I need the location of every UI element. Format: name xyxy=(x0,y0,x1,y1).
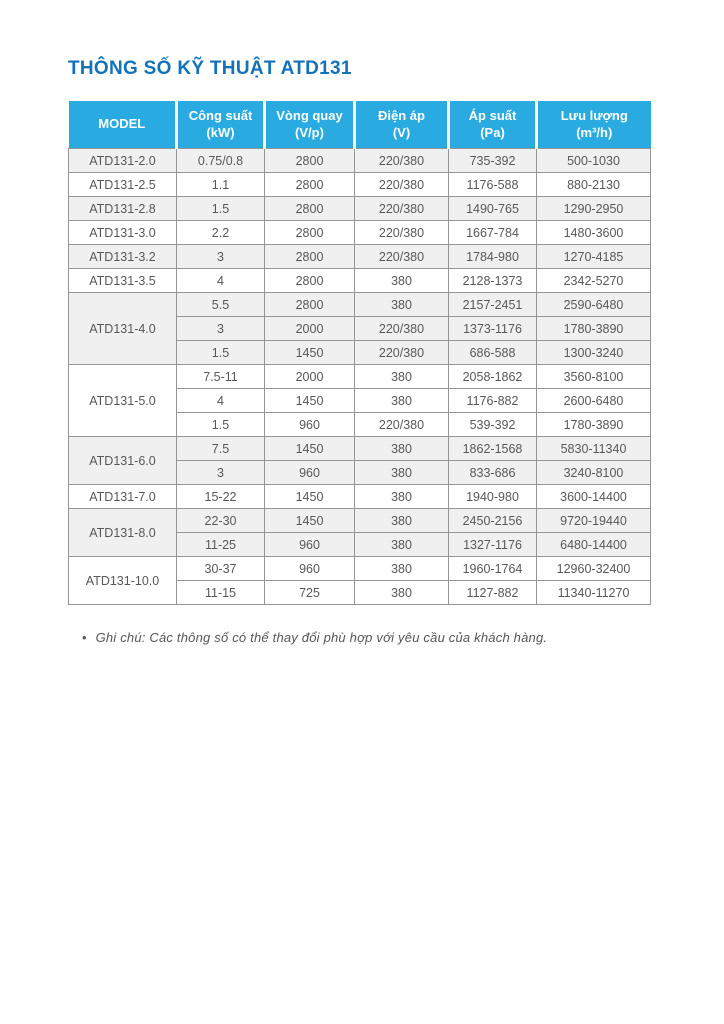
table-row xyxy=(69,437,651,461)
value-cell: 1327-1176 xyxy=(449,533,537,557)
value-cell: 960 xyxy=(265,413,355,437)
model-cell: ATD131-3.2 xyxy=(69,245,177,269)
value-cell: 380 xyxy=(355,533,449,557)
value-cell: 0.75/0.8 xyxy=(177,149,265,173)
value-cell: 4 xyxy=(177,389,265,413)
value-cell: 7.5-11 xyxy=(177,365,265,389)
value-cell: 380 xyxy=(355,485,449,509)
value-cell: 1450 xyxy=(265,437,355,461)
value-cell: 4 xyxy=(177,269,265,293)
value-cell: 1480-3600 xyxy=(537,221,651,245)
value-cell: 686-588 xyxy=(449,341,537,365)
value-cell: 7.5 xyxy=(177,437,265,461)
value-cell: 1667-784 xyxy=(449,221,537,245)
value-cell: 30-37 xyxy=(177,557,265,581)
column-header: Vòng quay (V/p) xyxy=(265,101,355,149)
value-cell: 3240-8100 xyxy=(537,461,651,485)
table-row xyxy=(69,485,651,509)
value-cell: 15-22 xyxy=(177,485,265,509)
value-cell: 1.1 xyxy=(177,173,265,197)
value-cell: 220/380 xyxy=(355,149,449,173)
value-cell: 735-392 xyxy=(449,149,537,173)
value-cell: 1.5 xyxy=(177,197,265,221)
value-cell: 2800 xyxy=(265,245,355,269)
table-row xyxy=(69,149,651,173)
value-cell: 833-686 xyxy=(449,461,537,485)
value-cell: 500-1030 xyxy=(537,149,651,173)
column-header: Áp suất (Pa) xyxy=(449,101,537,149)
page-title: THÔNG SỐ KỸ THUẬT ATD131 xyxy=(68,58,352,79)
table-body xyxy=(69,149,651,605)
header-row xyxy=(69,101,651,149)
value-cell: 2342-5270 xyxy=(537,269,651,293)
value-cell: 2000 xyxy=(265,365,355,389)
model-cell: ATD131-3.5 xyxy=(69,269,177,293)
value-cell: 1176-882 xyxy=(449,389,537,413)
value-cell: 1127-882 xyxy=(449,581,537,605)
table-header xyxy=(69,101,651,149)
value-cell: 1290-2950 xyxy=(537,197,651,221)
value-cell: 2157-2451 xyxy=(449,293,537,317)
value-cell: 1780-3890 xyxy=(537,413,651,437)
table-row xyxy=(69,221,651,245)
value-cell: 3 xyxy=(177,317,265,341)
value-cell: 220/380 xyxy=(355,173,449,197)
value-cell: 1940-980 xyxy=(449,485,537,509)
value-cell: 1176-588 xyxy=(449,173,537,197)
value-cell: 6480-14400 xyxy=(537,533,651,557)
value-cell: 380 xyxy=(355,437,449,461)
column-header: MODEL xyxy=(69,101,177,149)
value-cell: 380 xyxy=(355,581,449,605)
value-cell: 5.5 xyxy=(177,293,265,317)
value-cell: 11-15 xyxy=(177,581,265,605)
value-cell: 960 xyxy=(265,461,355,485)
value-cell: 1450 xyxy=(265,341,355,365)
value-cell: 380 xyxy=(355,365,449,389)
footnote-text: Ghi chú: Các thông số có thể thay đổi phù hợp với yêu cầu của khách hàng. xyxy=(95,630,548,645)
column-header: Công suất (kW) xyxy=(177,101,265,149)
value-cell: 12960-32400 xyxy=(537,557,651,581)
bullet-icon: • xyxy=(82,630,87,645)
value-cell: 1450 xyxy=(265,509,355,533)
model-cell: ATD131-3.0 xyxy=(69,221,177,245)
value-cell: 1.5 xyxy=(177,341,265,365)
value-cell: 725 xyxy=(265,581,355,605)
column-header: Lưu lượng (m³/h) xyxy=(537,101,651,149)
table-row xyxy=(69,269,651,293)
model-cell: ATD131-7.0 xyxy=(69,485,177,509)
value-cell: 380 xyxy=(355,293,449,317)
column-header: Điện áp (V) xyxy=(355,101,449,149)
model-cell: ATD131-2.5 xyxy=(69,173,177,197)
table-row xyxy=(69,365,651,389)
value-cell: 380 xyxy=(355,461,449,485)
value-cell: 960 xyxy=(265,533,355,557)
value-cell: 1450 xyxy=(265,389,355,413)
spec-table xyxy=(68,101,651,605)
value-cell: 3600-14400 xyxy=(537,485,651,509)
value-cell: 220/380 xyxy=(355,341,449,365)
value-cell: 2450-2156 xyxy=(449,509,537,533)
model-cell: ATD131-2.8 xyxy=(69,197,177,221)
value-cell: 380 xyxy=(355,557,449,581)
value-cell: 220/380 xyxy=(355,245,449,269)
value-cell: 22-30 xyxy=(177,509,265,533)
value-cell: 380 xyxy=(355,509,449,533)
value-cell: 2800 xyxy=(265,269,355,293)
value-cell: 1862-1568 xyxy=(449,437,537,461)
value-cell: 2800 xyxy=(265,173,355,197)
value-cell: 11340-11270 xyxy=(537,581,651,605)
value-cell: 220/380 xyxy=(355,221,449,245)
value-cell: 5830-11340 xyxy=(537,437,651,461)
value-cell: 11-25 xyxy=(177,533,265,557)
value-cell: 2800 xyxy=(265,149,355,173)
model-cell: ATD131-2.0 xyxy=(69,149,177,173)
value-cell: 380 xyxy=(355,269,449,293)
value-cell: 3560-8100 xyxy=(537,365,651,389)
value-cell: 2058-1862 xyxy=(449,365,537,389)
table-row xyxy=(69,293,651,317)
value-cell: 2590-6480 xyxy=(537,293,651,317)
value-cell: 880-2130 xyxy=(537,173,651,197)
value-cell: 1960-1764 xyxy=(449,557,537,581)
table-row xyxy=(69,557,651,581)
value-cell: 1784-980 xyxy=(449,245,537,269)
table-row xyxy=(69,197,651,221)
value-cell: 220/380 xyxy=(355,413,449,437)
table-row xyxy=(69,509,651,533)
table-row xyxy=(69,245,651,269)
value-cell: 960 xyxy=(265,557,355,581)
value-cell: 1.5 xyxy=(177,413,265,437)
model-cell: ATD131-10.0 xyxy=(69,557,177,605)
value-cell: 2800 xyxy=(265,293,355,317)
value-cell: 3 xyxy=(177,245,265,269)
model-cell: ATD131-5.0 xyxy=(69,365,177,437)
value-cell: 2.2 xyxy=(177,221,265,245)
value-cell: 1450 xyxy=(265,485,355,509)
value-cell: 2000 xyxy=(265,317,355,341)
value-cell: 3 xyxy=(177,461,265,485)
value-cell: 2800 xyxy=(265,221,355,245)
value-cell: 1300-3240 xyxy=(537,341,651,365)
table-row xyxy=(69,173,651,197)
value-cell: 1490-765 xyxy=(449,197,537,221)
value-cell: 1270-4185 xyxy=(537,245,651,269)
model-cell: ATD131-8.0 xyxy=(69,509,177,557)
footnote xyxy=(82,630,652,645)
value-cell: 1373-1176 xyxy=(449,317,537,341)
value-cell: 9720-19440 xyxy=(537,509,651,533)
value-cell: 2800 xyxy=(265,197,355,221)
value-cell: 2600-6480 xyxy=(537,389,651,413)
model-cell: ATD131-6.0 xyxy=(69,437,177,485)
value-cell: 539-392 xyxy=(449,413,537,437)
model-cell: ATD131-4.0 xyxy=(69,293,177,365)
value-cell: 380 xyxy=(355,389,449,413)
value-cell: 220/380 xyxy=(355,317,449,341)
value-cell: 2128-1373 xyxy=(449,269,537,293)
value-cell: 220/380 xyxy=(355,197,449,221)
value-cell: 1780-3890 xyxy=(537,317,651,341)
